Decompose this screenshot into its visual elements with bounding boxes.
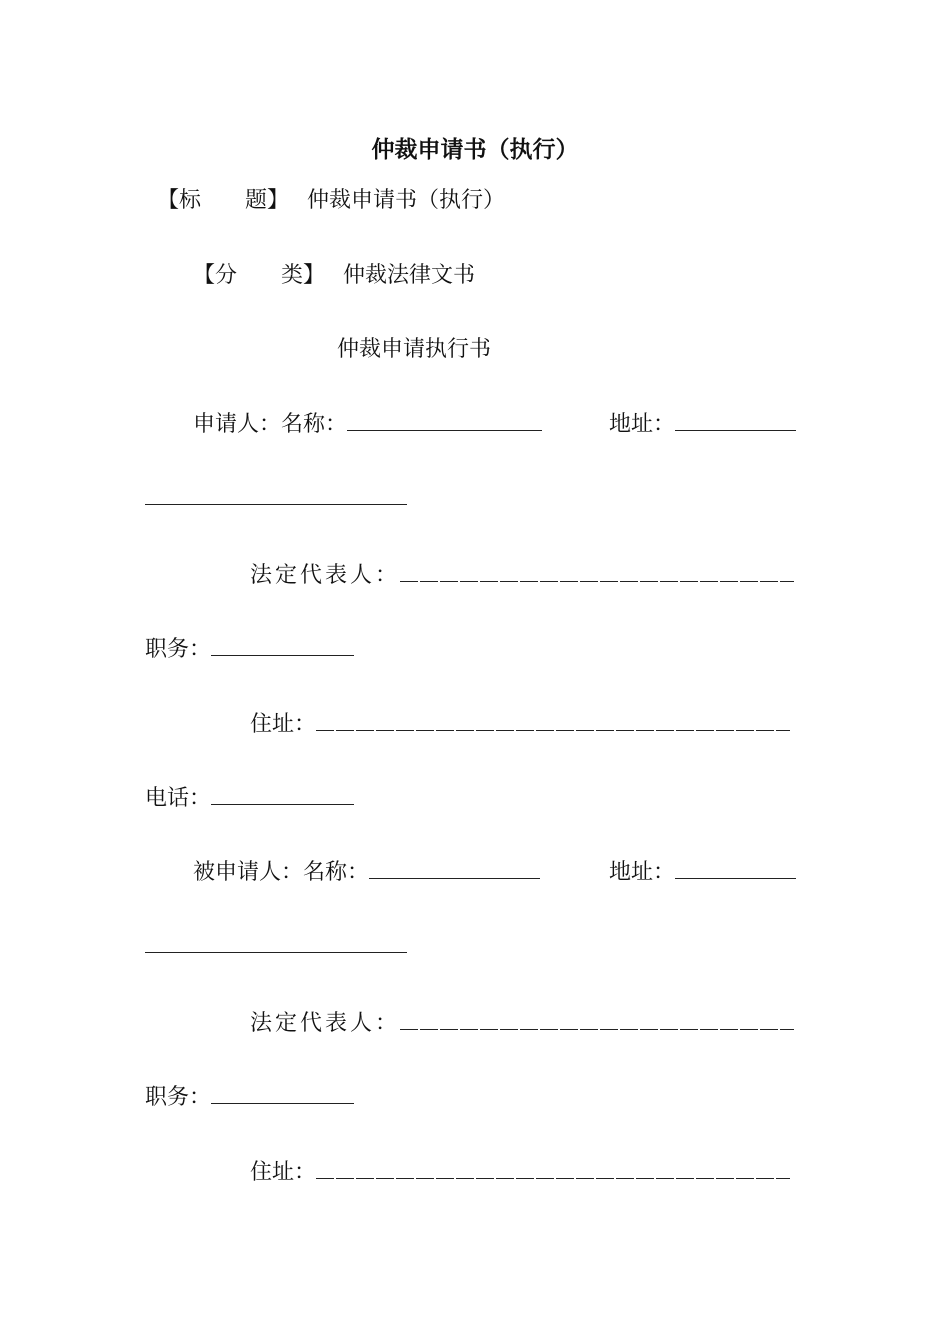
- applicant-phone-blank[interactable]: [211, 784, 354, 805]
- applicant-residence-label: 住址：: [250, 712, 317, 737]
- meta-category-label: 【分 类】: [193, 263, 326, 288]
- applicant-address-continuation: [145, 484, 407, 514]
- meta-title-value: 仲裁申请书（执行）: [307, 188, 506, 213]
- respondent-address-blank[interactable]: [675, 858, 796, 879]
- applicant-address-row: [609, 410, 796, 440]
- applicant-position-blank[interactable]: [211, 635, 354, 656]
- respondent-address-blank-2[interactable]: [145, 932, 407, 953]
- respondent-position-blank[interactable]: [211, 1083, 354, 1104]
- applicant-legal-rep-row: [250, 561, 794, 591]
- applicant-address-blank[interactable]: [675, 410, 796, 431]
- applicant-name-blank[interactable]: [347, 410, 542, 431]
- respondent-legal-rep-label: 法定代表人：: [250, 1011, 401, 1036]
- meta-category-value: 仲裁法律文书: [343, 263, 476, 288]
- respondent-legal-rep-row: [250, 1009, 794, 1039]
- respondent-residence-label: 住址：: [250, 1160, 317, 1185]
- applicant-phone-label: 电话：: [145, 786, 212, 811]
- document-subtitle: 仲裁申请执行书: [337, 337, 492, 362]
- meta-title-label: 【标 题】: [157, 188, 290, 213]
- applicant-position-row: [145, 635, 354, 665]
- applicant-address-label: 地址：: [609, 412, 676, 437]
- applicant-residence-row: [250, 710, 790, 740]
- applicant-name-row: [193, 410, 542, 440]
- applicant-phone-row: [145, 784, 354, 814]
- respondent-name-blank[interactable]: [369, 858, 540, 879]
- respondent-legal-rep-blank[interactable]: [400, 1010, 794, 1030]
- applicant-residence-blank[interactable]: [316, 711, 790, 731]
- respondent-address-label: 地址：: [609, 860, 676, 885]
- document-title: 仲裁申请书（执行）: [371, 137, 579, 163]
- respondent-name-label: 被申请人：名称：: [193, 860, 370, 885]
- respondent-address-continuation: [145, 932, 407, 962]
- respondent-address-row: [609, 858, 796, 888]
- respondent-position-label: 职务：: [145, 1085, 212, 1110]
- applicant-address-blank-2[interactable]: [145, 484, 407, 505]
- respondent-position-row: [145, 1083, 354, 1113]
- respondent-residence-blank[interactable]: [316, 1159, 790, 1179]
- respondent-residence-row: [250, 1158, 790, 1188]
- applicant-position-label: 职务：: [145, 637, 212, 662]
- applicant-legal-rep-blank[interactable]: [400, 562, 794, 582]
- applicant-legal-rep-label: 法定代表人：: [250, 563, 401, 588]
- applicant-name-label: 申请人：名称：: [193, 412, 348, 437]
- respondent-name-row: [193, 858, 540, 888]
- meta-title-row: [157, 186, 505, 216]
- meta-category-row: [193, 261, 475, 291]
